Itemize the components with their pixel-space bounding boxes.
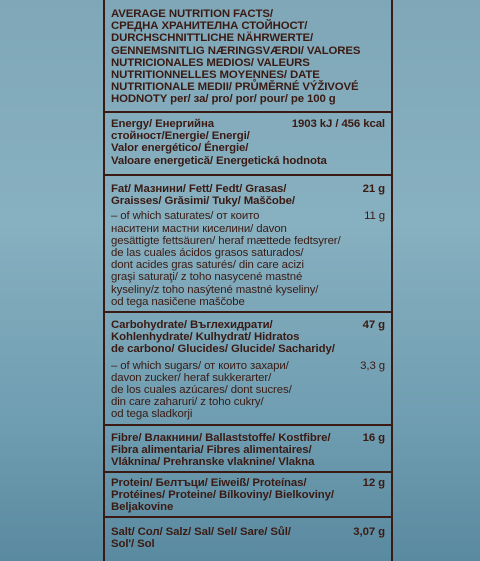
fat-label: Fat/ Мазнини/ Fett/ Fedt/ Grasas/ Graisses/ Grăsimi/ Tuky/ Maščobe/ bbox=[111, 183, 295, 208]
energy-value: 1903 kJ / 456 kcal bbox=[291, 118, 385, 130]
salt-value: 3,07 g bbox=[353, 526, 385, 538]
sugars-label: – of which sugars/ от които захари/ bbox=[111, 359, 289, 372]
nutrition-header bbox=[105, 0, 391, 113]
protein-section bbox=[105, 473, 391, 518]
protein-label: Protein/ Белтъци/ Eiweiß/ Proteínas/ Protéines/ Proteine/ Bílkoviny/ Bielkoviny/ Beljakovine bbox=[111, 477, 334, 514]
fibre-section bbox=[105, 426, 391, 473]
salt-label: Salt/ Сол/ Salz/ Sal/ Sel/ Sare/ Sůl/ Sol'/ Sol bbox=[111, 526, 291, 551]
energy-label-rest: стойност/Energie/ Energi/ Valor energético/ Énergie/ Valoare energetică/ Energetická hodnota bbox=[111, 130, 327, 167]
salt-section bbox=[105, 518, 391, 553]
sugars-value: 3,3 g bbox=[360, 359, 385, 372]
saturates-label: – of which saturates/ от които bbox=[111, 210, 260, 223]
saturates-value: 11 g bbox=[364, 210, 385, 223]
energy-label: Energy/ Енергийна bbox=[111, 118, 214, 130]
saturates-label-rest: наситени мастни киселини/ davon gesättigte fettsäuren/ heraf mættede fedtsyrer/ de las cuales ácidos grasos saturados/ dont acides gras saturés/ din care acizi graşi saturaţi/ z toho nasycené mastné kyseliny/z toho nasýtené mastné kyseliny/ od tega nasičene maščobe bbox=[111, 222, 341, 308]
fat-value: 21 g bbox=[362, 183, 385, 195]
salt-row bbox=[111, 526, 385, 550]
protein-row bbox=[111, 477, 385, 514]
carbohydrate-label: Carbohydrate/ Въглехидрати/ Kohlenhydrate/ Kulhydrat/ Hidratos de carbono/ Glucides/ Glucide/ Sacharidy/ bbox=[111, 319, 335, 356]
sugars-label-rest: davon zucker/ heraf sukkerarter/ de los cuales azúcares/ dont sucres/ din care zaharuri/ z toho cukry/ od tega sladkorji bbox=[111, 371, 292, 421]
fibre-value: 16 g bbox=[362, 432, 385, 444]
carbohydrate-row bbox=[111, 319, 385, 356]
fat-section bbox=[105, 176, 391, 313]
carbohydrate-value: 47 g bbox=[362, 319, 385, 331]
energy-section bbox=[105, 113, 391, 176]
sugars-row bbox=[111, 360, 385, 372]
carbohydrate-section bbox=[105, 313, 391, 426]
fibre-label: Fibre/ Влакнини/ Ballaststoffe/ Kostfibre/ Fibra alimentaria/ Fibres alimentaires/ Vláknina/ Prehranske vlaknine/ Vlakna bbox=[111, 432, 331, 469]
fat-row bbox=[111, 183, 385, 207]
nutrition-facts-panel bbox=[103, 0, 393, 561]
protein-value: 12 g bbox=[362, 477, 385, 489]
fibre-row bbox=[111, 432, 385, 469]
nutrition-header-text: AVERAGE NUTRITION FACTS/ СРЕДНА ХРАНИТЕЛНА СТОЙНОСТ/ DURCHSCHNITTLICHE NÄHRWERTE/ GENNEMSNITLIG NÆRINGSVÆRDI/ VALORES NUTRICIONALES MEDIOS/ VALEURS NUTRITIONNELLES MOYENNES/ DATE NUTRITIONALE MEDII/ PRŮMĚRNÉ VÝŽIVOVÉ HODNOTY per/ за/ pro/ por/ pour/ pe 100 g bbox=[111, 8, 361, 106]
energy-row bbox=[111, 118, 385, 130]
saturates-row bbox=[111, 210, 385, 222]
